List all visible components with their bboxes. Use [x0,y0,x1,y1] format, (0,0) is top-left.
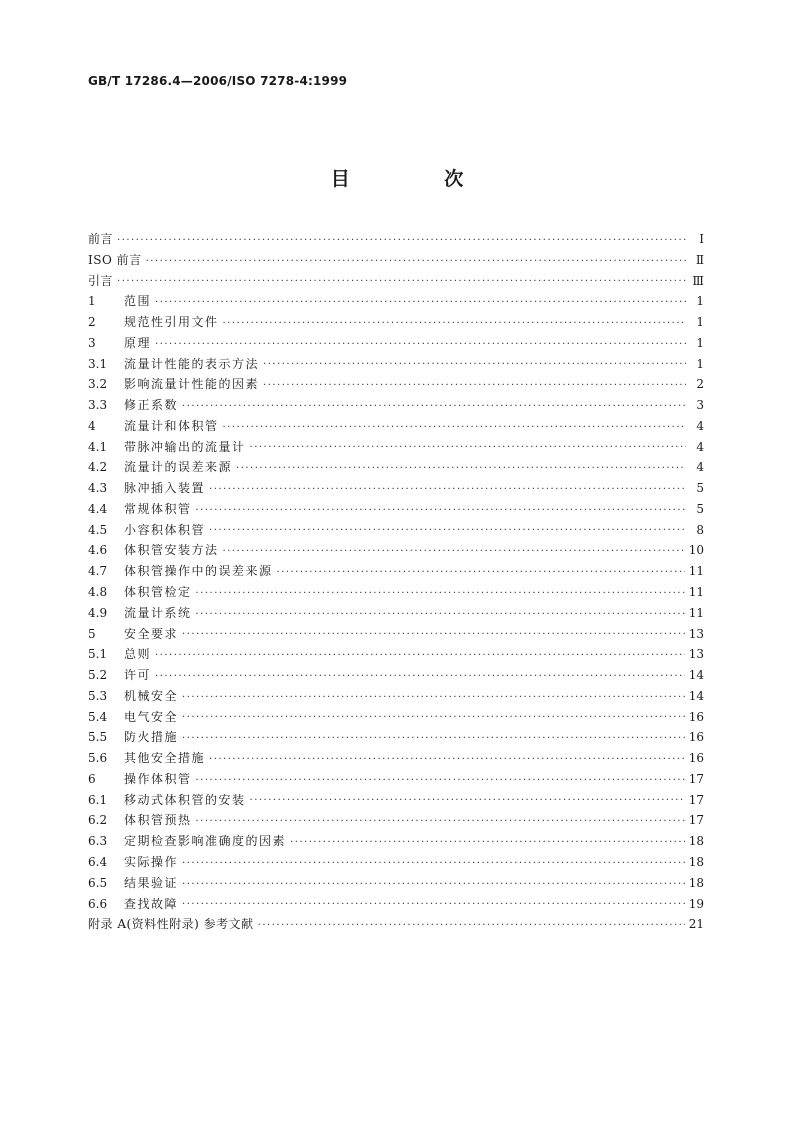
toc-entry[interactable] [88,748,704,769]
toc-entry-page: 8 [696,522,704,537]
toc-entry-title: 实际操作 [124,854,179,869]
toc-entry[interactable] [88,229,704,250]
toc-entry-title: 结果验证 [124,875,179,890]
toc-dot-leader [236,460,686,478]
toc-entry-page: 10 [688,543,704,558]
toc-dot-leader [290,834,685,852]
toc-dot-leader [209,481,686,499]
toc-entry-title: 修正系数 [124,398,179,413]
toc-entry-number: 6.5 [88,875,108,890]
toc-entry-page: 19 [688,896,704,911]
toc-entry-page: Ⅱ [695,252,704,267]
toc-entry[interactable] [88,707,704,728]
toc-dot-leader [196,502,686,520]
toc-entry[interactable] [88,603,704,624]
toc-entry[interactable] [88,540,704,561]
toc-entry[interactable] [88,727,704,748]
toc-entry[interactable] [88,250,704,271]
toc-entry-page: 11 [688,564,704,579]
toc-entry-number: 4.5 [88,522,108,537]
toc-entry-number: 5.5 [88,730,108,745]
toc-dot-leader [258,917,685,935]
toc-entry[interactable] [88,354,704,375]
toc-entry-page: 5 [696,501,704,516]
toc-dot-leader [182,855,685,873]
toc-entry-page: 16 [688,751,704,766]
toc-entry-page: 18 [688,854,704,869]
toc-entry[interactable] [88,665,704,686]
toc-entry-title: 流量计和体积管 [124,418,219,433]
toc-entry-page: 14 [688,688,704,703]
toc-entry-title: 体积管操作中的误差来源 [124,564,273,579]
toc-entry-number: 6.6 [88,896,108,911]
toc-entry-page: 18 [688,875,704,890]
toc-entry-page: 13 [688,647,704,662]
toc-entry-title: 流量计性能的表示方法 [124,356,260,371]
toc-entry[interactable] [88,624,704,645]
toc-entry-title: 体积管检定 [124,585,192,600]
toc-entry-page: 3 [696,398,704,413]
toc-entry-number: 4.1 [88,439,108,454]
toc-entry-page: Ⅲ [692,273,704,288]
toc-entry-number: 4.4 [88,501,108,516]
toc-entry-number: 2 [88,315,96,330]
toc-dot-leader [155,336,686,354]
toc-entry-number: 4.3 [88,481,108,496]
toc-entry-title: 体积管预热 [124,813,192,828]
toc-entry[interactable] [88,873,704,894]
toc-entry-number: 4.7 [88,564,108,579]
toc-entry[interactable] [88,291,704,312]
toc-dot-leader [182,730,685,748]
toc-entry-title: 影响流量计性能的因素 [124,377,260,392]
toc-entry-page: 11 [688,585,704,600]
toc-entry-title: 引言 [88,273,114,288]
toc-entry-page: 16 [688,709,704,724]
toc-entry-title: 查找故障 [124,896,179,911]
toc-dot-leader [182,689,685,707]
toc-entry[interactable] [88,914,704,935]
toc-entry-title: 防火措施 [124,730,179,745]
toc-entry-number: 4.2 [88,460,108,475]
toc-entry-title: 总则 [124,647,152,662]
toc-entry-number: 6.1 [88,792,108,807]
toc-entry-title: 流量计系统 [124,605,192,620]
toc-entry-number: 6.2 [88,813,108,828]
toc-entry-title: 原理 [124,335,152,350]
toc-dot-leader [182,876,685,894]
toc-entry-page: 4 [696,439,704,454]
toc-entry-title: 移动式体积管的安装 [124,792,246,807]
toc-dot-leader [196,585,685,603]
toc-entry-title: 机械安全 [124,688,179,703]
toc-entry[interactable] [88,644,704,665]
toc-entry[interactable] [88,790,704,811]
toc-dot-leader [209,751,685,769]
toc-dot-leader [196,772,685,790]
toc-dot-leader [155,647,685,665]
toc-entry-page: 2 [696,377,704,392]
toc-entry-page: 17 [688,813,704,828]
toc-entry-number: 6.3 [88,834,108,849]
toc-entry-title: 规范性引用文件 [124,315,219,330]
toc-entry-title: 定期检查影响准确度的因素 [124,834,287,849]
toc-entry[interactable] [88,686,704,707]
toc-dot-leader [146,253,686,271]
toc-entry-title: 小容积体积管 [124,522,206,537]
toc-entry-page: 18 [688,834,704,849]
toc-entry-title: 流量计的误差来源 [124,460,233,475]
toc-entry[interactable] [88,271,704,292]
toc-entry-page: 1 [696,294,704,309]
toc-entry-page: 17 [688,792,704,807]
toc-dot-leader [277,564,685,582]
toc-entry[interactable] [88,312,704,333]
toc-entry-number: 5.3 [88,688,108,703]
toc-dot-leader [117,232,686,250]
toc-entry-number: 3 [88,335,96,350]
toc-entry-number: 6.4 [88,854,108,869]
toc-entry-number: 3.1 [88,356,108,371]
toc-dot-leader [182,626,685,644]
toc-entry-number: 5.2 [88,668,108,683]
toc-dot-leader [223,315,686,333]
toc-dot-leader [182,896,685,914]
toc-entry-number: 5.4 [88,709,108,724]
toc-entry[interactable] [88,520,704,541]
toc-entry-title: 安全要求 [124,626,179,641]
toc-entry-number: 4.8 [88,585,108,600]
toc-entry-page: 16 [688,730,704,745]
toc-entry-page: 11 [688,605,704,620]
toc-entry-number: 1 [88,294,96,309]
toc-entry[interactable] [88,561,704,582]
toc-entry-number: 5.6 [88,751,108,766]
toc-dot-leader [263,377,686,395]
toc-entry-number: 4.6 [88,543,108,558]
toc-entry[interactable] [88,499,704,520]
toc-entry-title: 附录 A(资料性附录) 参考文献 [88,917,254,932]
toc-entry-number: 3.3 [88,398,108,413]
toc-entry-number: 4.9 [88,605,108,620]
toc-entry-number: 5 [88,626,96,641]
toc-entry[interactable] [88,894,704,915]
toc-entry[interactable] [88,416,704,437]
toc-entry-title: 体积管安装方法 [124,543,219,558]
toc-entry-title: 许可 [124,668,152,683]
toc-entry-number: 6 [88,771,96,786]
toc-dot-leader [263,356,686,374]
toc-dot-leader [250,439,686,457]
toc-entry[interactable] [88,395,704,416]
toc-entry-page: 21 [688,917,704,932]
toc-entry[interactable] [88,333,704,354]
page-title: 目 次 [330,168,508,190]
toc-dot-leader [155,668,685,686]
toc-entry-page: 4 [696,418,704,433]
toc-entry-page: 1 [696,335,704,350]
toc-dot-leader [196,606,685,624]
toc-dot-leader [250,792,685,810]
toc-entry[interactable] [88,852,704,873]
toc-entry-title: 常规体积管 [124,501,192,516]
toc-entry[interactable] [88,457,704,478]
toc-entry[interactable] [88,374,704,395]
toc-dot-leader [182,398,686,416]
toc-entry-title: 其他安全措施 [124,751,206,766]
toc-dot-leader [223,543,685,561]
toc-entry[interactable] [88,478,704,499]
toc-entry-number: 3.2 [88,377,108,392]
toc-entry-page: 17 [688,771,704,786]
toc-entry-title: ISO 前言 [88,252,142,267]
toc-entry[interactable] [88,437,704,458]
toc-entry-page: 14 [688,668,704,683]
toc-entry-title: 范围 [124,294,152,309]
table-of-contents [88,229,704,935]
document-header: GB/T 17286.4—2006/ISO 7278-4:1999 [88,74,348,88]
toc-entry-page: 13 [688,626,704,641]
toc-entry[interactable] [88,582,704,603]
toc-entry-title: 电气安全 [124,709,179,724]
toc-entry[interactable] [88,810,704,831]
toc-entry[interactable] [88,831,704,852]
toc-entry-page: Ⅰ [699,232,704,246]
toc-entry-title: 前言 [88,232,114,246]
toc-entry-page: 4 [696,460,704,475]
toc-dot-leader [209,522,686,540]
toc-dot-leader [155,294,686,312]
toc-entry-number: 4 [88,418,96,433]
toc-entry[interactable] [88,769,704,790]
toc-dot-leader [196,813,685,831]
toc-dot-leader [182,709,685,727]
toc-entry-title: 操作体积管 [124,771,192,786]
toc-entry-page: 1 [696,356,704,371]
toc-entry-page: 5 [696,481,704,496]
toc-entry-title: 脉冲插入装置 [124,481,206,496]
toc-entry-number: 5.1 [88,647,108,662]
toc-dot-leader [223,419,686,437]
toc-dot-leader [117,273,686,291]
toc-entry-page: 1 [696,315,704,330]
toc-entry-title: 带脉冲输出的流量计 [124,439,246,454]
